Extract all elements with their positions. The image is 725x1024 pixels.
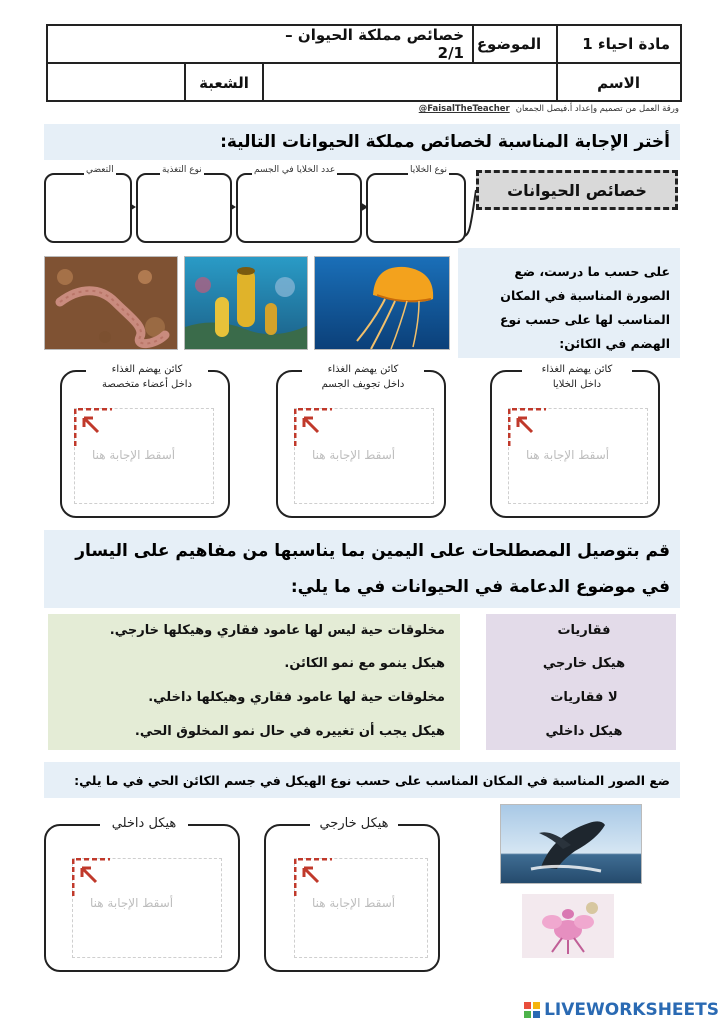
jellyfish-image[interactable] (314, 256, 450, 350)
animal-characteristics-label (476, 170, 678, 210)
drop-target-title (522, 362, 632, 392)
drop-title-line2: داخل تجويف الجسم (321, 379, 405, 390)
worm-picture (45, 257, 178, 350)
section3-question-line2: في موضوع الدعامة في الحيوانات في ما يلي: (290, 577, 670, 597)
section-label: الشعبة (199, 74, 249, 92)
topic-label: الموضوع (476, 35, 542, 53)
drop-target-exoskeleton[interactable] (264, 816, 440, 972)
cell-type-box[interactable] (366, 173, 466, 243)
drop-marker-icon (294, 408, 334, 448)
term-item[interactable]: هيكل خارجي (542, 656, 626, 671)
drop-hint: أسقط الإجابة هنا (92, 448, 176, 462)
subject-label: مادة احياء 1 (582, 35, 670, 53)
section1-question-text: أختر الإجابة المناسبة لخصائص مملكة الحيوانات التالية: (220, 132, 670, 152)
drop-target-intracellular[interactable] (490, 364, 660, 518)
drop-hint: أسقط الإجابة هنا (312, 896, 396, 910)
definition-item[interactable]: هيكل يجب أن تغييره في حال نمو المخلوق الحي. (134, 724, 445, 739)
drop-marker-icon (74, 408, 114, 448)
cell-count-label: عدد الخلايا في الجسم (254, 165, 336, 175)
drop-marker-icon (294, 858, 334, 898)
definition-item[interactable]: هيكل ينمو مع نمو الكائن. (284, 656, 445, 671)
animal-characteristics-text: خصائص الحيوانات (507, 180, 647, 200)
liveworksheets-icon (524, 1002, 540, 1018)
term-item[interactable]: لا فقاريات (550, 690, 618, 705)
jellyfish-picture (315, 257, 450, 350)
mantis-image[interactable] (522, 894, 614, 958)
definition-item[interactable]: مخلوقات حية لها عامود فقاري وهيكلها داخلي. (148, 690, 445, 705)
drop-title-line1: كائن يهضم الغذاء (327, 364, 399, 375)
drop-target-endoskeleton[interactable] (44, 816, 240, 972)
cell-count-box[interactable] (236, 173, 362, 243)
whale-picture (501, 805, 642, 884)
drop-title-line2: داخل أعضاء متخصصة (101, 379, 193, 390)
section3-question-line1: قم بتوصيل المصطلحات على اليمين بما يناسبها من مفاهيم على اليسار (75, 541, 670, 561)
sponge-image[interactable] (184, 256, 308, 350)
cell-type-label: نوع الخلايا (410, 165, 448, 175)
name-label: الاسم (597, 74, 640, 92)
drop-target-title: هيكل داخلي (100, 816, 188, 831)
drop-hint: أسقط الإجابة هنا (526, 448, 610, 462)
organization-label: التعضي (86, 165, 114, 175)
drop-marker-icon (72, 858, 112, 898)
drop-hint: أسقط الإجابة هنا (312, 448, 396, 462)
section4-question (44, 762, 680, 798)
worm-image[interactable] (44, 256, 178, 350)
drop-target-body-cavity[interactable] (276, 364, 446, 518)
credit-text: ورقة العمل من تصميم وإعداد أ.فيصل الجمعان (515, 104, 679, 114)
drop-title-line2: داخل الخلايا (552, 379, 602, 390)
sponge-picture (185, 257, 308, 350)
mantis-picture (522, 894, 614, 958)
drop-target-title (302, 362, 424, 392)
section2-instruction (458, 248, 680, 358)
section2-instruction-text: على حسب ما درست، ضع الصورة المناسبة في المكان المناسب لها على حسب نوع الهضم في الكائن: (499, 264, 670, 351)
topic-value: خصائص مملكة الحيوان – 2/1 (285, 26, 464, 62)
nutrition-type-label: نوع التغذية (162, 165, 202, 175)
term-item[interactable]: فقاريات (557, 623, 611, 638)
credit-handle: @FaisalTheTeacher (418, 104, 510, 114)
drop-marker-icon (508, 408, 548, 448)
definition-item[interactable]: مخلوقات حية ليس لها عامود فقاري وهيكلها خارجي. (109, 623, 445, 638)
term-item[interactable]: هيكل داخلي (545, 724, 623, 739)
drop-title-line1: كائن يهضم الغذاء (541, 364, 613, 375)
nutrition-type-box[interactable] (136, 173, 232, 243)
liveworksheets-logo[interactable] (524, 1000, 719, 1020)
drop-target-title: هيكل خارجي (310, 816, 398, 831)
organization-box[interactable] (44, 173, 132, 243)
section3-question (44, 530, 680, 608)
whale-image[interactable] (500, 804, 642, 884)
drop-target-specialized-organs[interactable] (60, 364, 230, 518)
drop-target-title (86, 362, 208, 392)
liveworksheets-brand: LIVEWORKSHEETS (544, 1000, 719, 1020)
drop-hint: أسقط الإجابة هنا (90, 896, 174, 910)
section4-question-text: ضع الصور المناسبة في المكان المناسب على حسب نوع الهيكل في جسم الكائن الحي في ما يلي: (74, 772, 670, 788)
drop-title-line1: كائن يهضم الغذاء (111, 364, 183, 375)
